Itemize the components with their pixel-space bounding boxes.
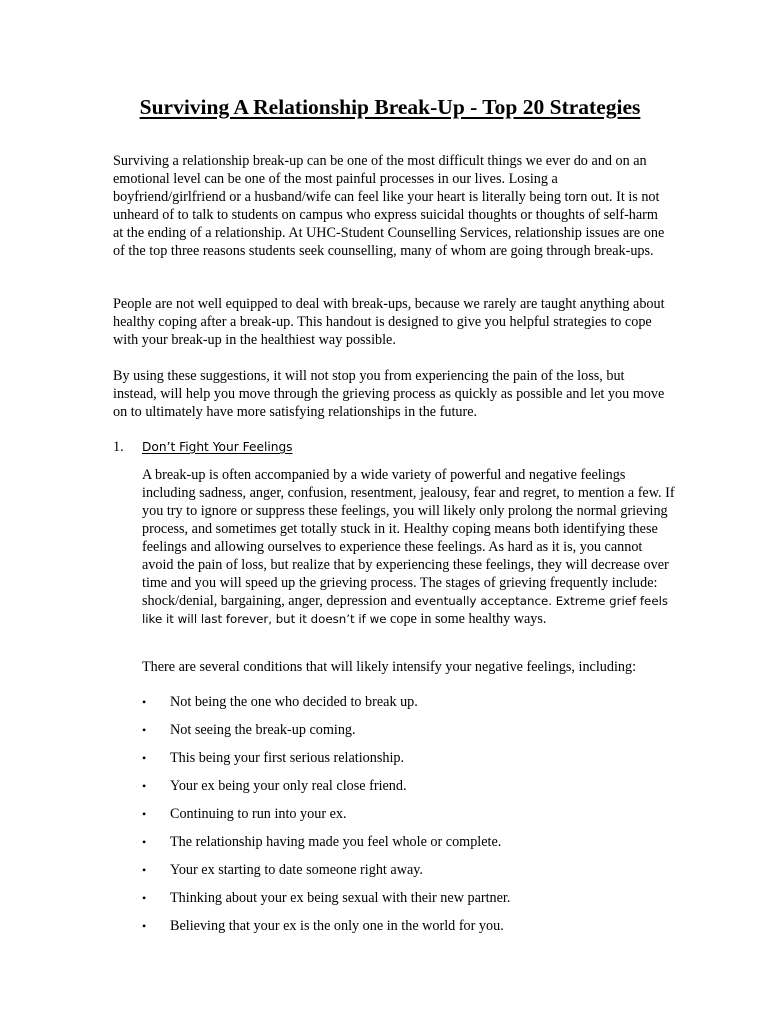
bullet-symbol: • (142, 891, 147, 905)
document-title: Surviving A Relationship Break-Up - Top 20 Strategies (139, 95, 641, 119)
intro-paragraph-3: By using these suggestions, it will not stop you from experiencing the pain of the loss, but instead, will help you move through the grieving process as quickly as possible and let you move on to ultimately have more satisfying relationships in the future. (113, 368, 665, 420)
bullet-symbol: • (142, 919, 147, 933)
bullet-symbol: • (142, 807, 147, 821)
condition-list-item (142, 828, 510, 856)
condition-text: Your ex being your only real close friend. (170, 778, 407, 794)
condition-list-item (142, 912, 510, 940)
bullet-symbol: • (142, 695, 147, 709)
condition-list-item (142, 884, 510, 912)
bullet-symbol: • (142, 863, 147, 877)
bullet-symbol: • (142, 835, 147, 849)
condition-list-item (142, 800, 510, 828)
strategy-body-end: cope in some healthy ways. (386, 611, 547, 627)
strategy-body-main: A break-up is often accompanied by a wide variety of powerful and negative feelings including sadness, anger, confusion, resentment, jealousy, fear and regret, to mention a few. If you try to ignore or suppress these feelings, you will likely only prolong the normal grieving process, and sometimes get totally stuck in it. Healthy coping means both identifying these feelings and allowing ourselves to experience these feelings. As hard as it is, you cannot avoid the pain of loss, but realize that by experiencing these feelings, they will decrease over time and you will speed up the grieving process. The stages of grieving frequently include: shock/denial, bargaining, anger, depression and (142, 467, 675, 609)
strategy-heading: Don’t Fight Your Feelings (142, 440, 293, 454)
strategy-number: 1. (113, 439, 124, 455)
conditions-intro: There are several conditions that will likely intensify your negative feelings, including: (142, 659, 637, 675)
condition-text: Not being the one who decided to break up. (170, 694, 418, 710)
bullet-symbol: • (142, 723, 147, 737)
condition-list-item (142, 772, 510, 800)
intro-paragraph-1: Surviving a relationship break-up can be one of the most difficult things we ever do and on an emotional level can be one of the most painful processes in our lives. Losing a boyfriend/girlfriend or a husband/wife can feel like your heart is literally being torn out. It is not unheard of to talk to students on campus who express suicidal thoughts or thoughts of self-harm at the ending of a relationship. At UHC-Student Counselling Services, relationship issues are one of the top three reasons students seek counselling, many of whom are going through break-ups. (113, 153, 665, 259)
strategy-body-alt: eventually acceptance. Extreme grief feels like it will last forever, but it doesn’t if we (142, 594, 669, 626)
bullet-symbol: • (142, 779, 147, 793)
condition-text: Your ex starting to date someone right away. (170, 862, 423, 878)
condition-list-item (142, 688, 510, 716)
bullet-symbol: • (142, 751, 147, 765)
condition-text: The relationship having made you feel whole or complete. (170, 834, 502, 850)
condition-list-item (142, 716, 510, 744)
condition-list-item (142, 856, 510, 884)
strategy-body-paragraph (142, 466, 676, 628)
conditions-list (142, 688, 510, 940)
intro-paragraph-2: People are not well equipped to deal with break-ups, because we rarely are taught anything about healthy coping after a break-up. This handout is designed to give you helpful strategies to cope with your break-up in the healthiest way possible. (113, 296, 665, 348)
condition-list-item (142, 744, 510, 772)
condition-text: Continuing to run into your ex. (170, 806, 347, 822)
condition-text: Not seeing the break-up coming. (170, 722, 356, 738)
condition-text: Believing that your ex is the only one in the world for you. (170, 918, 504, 934)
condition-text: Thinking about your ex being sexual with their new partner. (170, 890, 511, 906)
condition-text: This being your first serious relationship. (170, 750, 405, 766)
